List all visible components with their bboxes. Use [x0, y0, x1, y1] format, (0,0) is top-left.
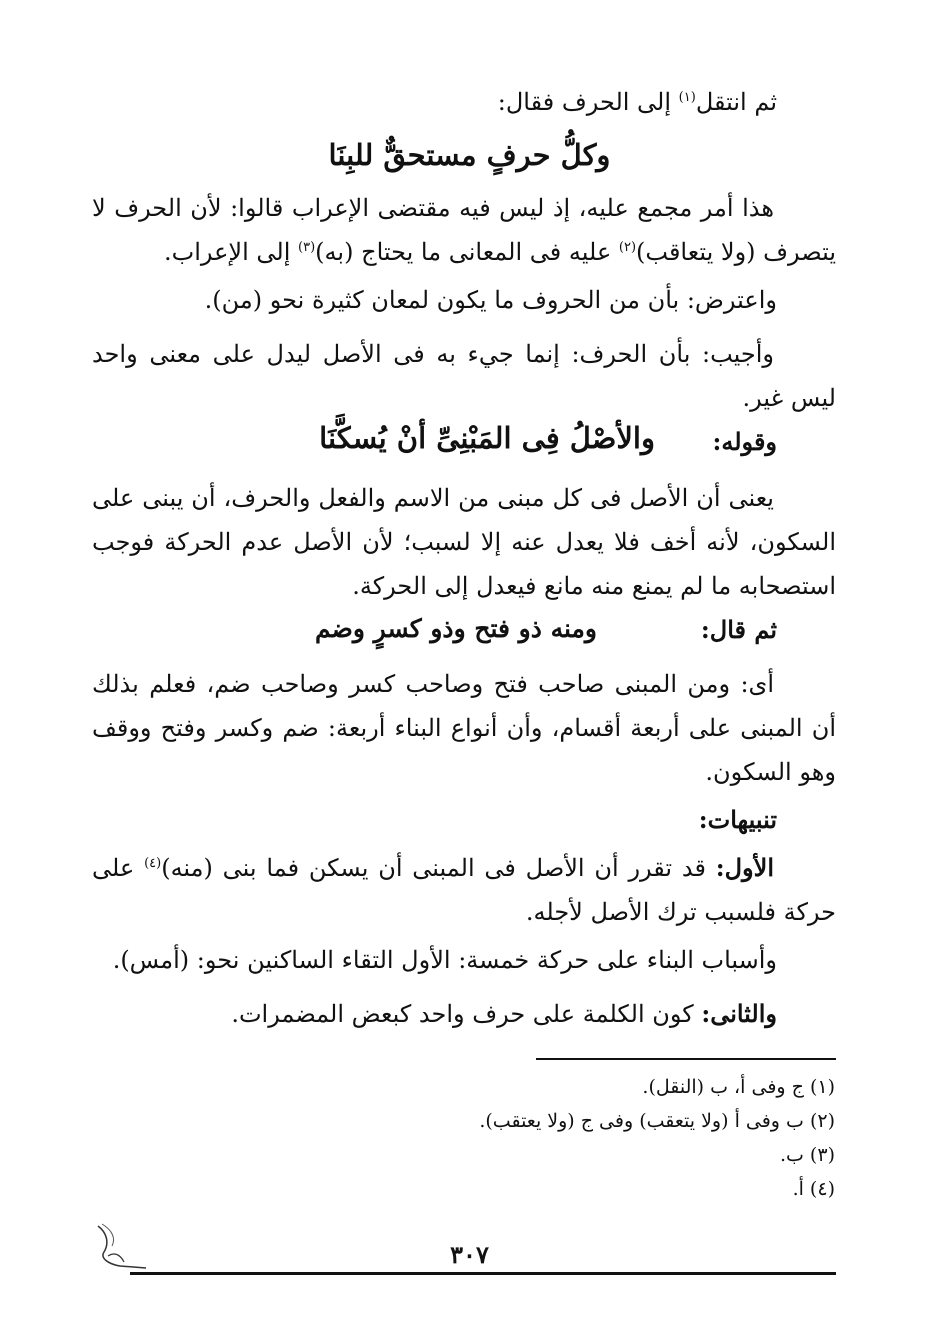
footnote-ref-4: (٤): [144, 856, 162, 871]
footnote-ref-2: (٢): [618, 240, 637, 255]
verse-3: ومنه ذو فتح وذو كسرٍ وضم: [315, 614, 597, 643]
paragraph-2: واعترض: بأن من الحروف ما يكون لمعان كثيرة نحو (من).: [204, 286, 777, 314]
footnote-3: (٣) ب.: [779, 1144, 835, 1166]
footnote-2: (٢) ب وفى أ (ولا يتعقب) وفى ج (ولا يعتقب).: [479, 1110, 835, 1132]
footnote-4: (٤) أ.: [792, 1178, 835, 1200]
section-heading: تنبيهات:: [698, 805, 777, 834]
verse-3-label: ثم قال:: [700, 615, 777, 644]
paragraph-8-lead: والثانى:: [701, 999, 777, 1028]
paragraph-1: [92, 186, 836, 274]
intro-text: ثم انتقل: [695, 88, 777, 116]
paragraph-1-text-a: هذا أمر مجمع عليه، إذ ليس فيه مقتضى الإعراب قالوا: لأن الحرف لا يتصرف (ولا يتعاقب): [92, 194, 836, 266]
paragraph-4: يعنى أن الأصل فى كل مبنى من الاسم والفعل والحرف، أن يبنى على السكون، لأنه أخف فلا يعدل عنه إلا لسبب؛ لأن الأصل عدم الحركة فوجب استصحابه ما لم يمنع منه مانع فيعدل إلى الحركة.: [92, 484, 836, 600]
paragraph-6: [92, 846, 836, 934]
footnote-1: (١) ج وفى أ، ب (النقل).: [642, 1076, 835, 1098]
paragraph-8-text: كون الكلمة على حرف واحد كبعض المضمرات.: [231, 1000, 702, 1028]
paragraph-5: أى: ومن المبنى صاحب فتح وصاحب كسر وصاحب ضم، فعلم بذلك أن المبنى على أربعة أقسام، وأن أنواع البناء أربعة: ضم وكسر وفتح ووقف وهو السكون.: [92, 670, 836, 786]
paragraph-6-lead: الأول:: [715, 853, 774, 882]
footnote-ref-3: (٣): [298, 240, 316, 255]
paragraph-1-text-b: عليه فى المعانى ما يحتاج (به): [315, 238, 619, 266]
verse-2: والأصْلُ فِى المَبْنِىِّ أنْ يُسكَّنَا: [319, 421, 655, 455]
intro-text-end: إلى الحرف فقال:: [497, 88, 679, 116]
paragraph-8: [231, 994, 777, 1034]
footnote-ref-1: (١): [678, 90, 696, 105]
intro-line: [498, 82, 777, 122]
paragraph-1-text-c: إلى الإعراب.: [163, 238, 299, 266]
page-number: ٣٠٧: [450, 1240, 489, 1269]
footnote-separator: [536, 1058, 836, 1060]
verse-1: وكلُّ حرفٍ مستحقٌّ للبِنَا: [328, 138, 611, 172]
paragraph-7: وأسباب البناء على حركة خمسة: الأول التقاء الساكنين نحو: (أمس).: [112, 946, 777, 974]
paragraph-6-text-b: على حركة فلسبب ترك الأصل لأجله.: [92, 854, 836, 926]
paragraph-6-text-a: قد تقرر أن الأصل فى المبنى أن يسكن فما بنى (منه): [161, 854, 716, 882]
verse-2-label: وقوله:: [712, 427, 777, 456]
bottom-rule: [130, 1272, 836, 1275]
paragraph-3: وأجيب: بأن الحرف: إنما جيء به فى الأصل ليدل على معنى واحد ليس غير.: [92, 340, 836, 412]
